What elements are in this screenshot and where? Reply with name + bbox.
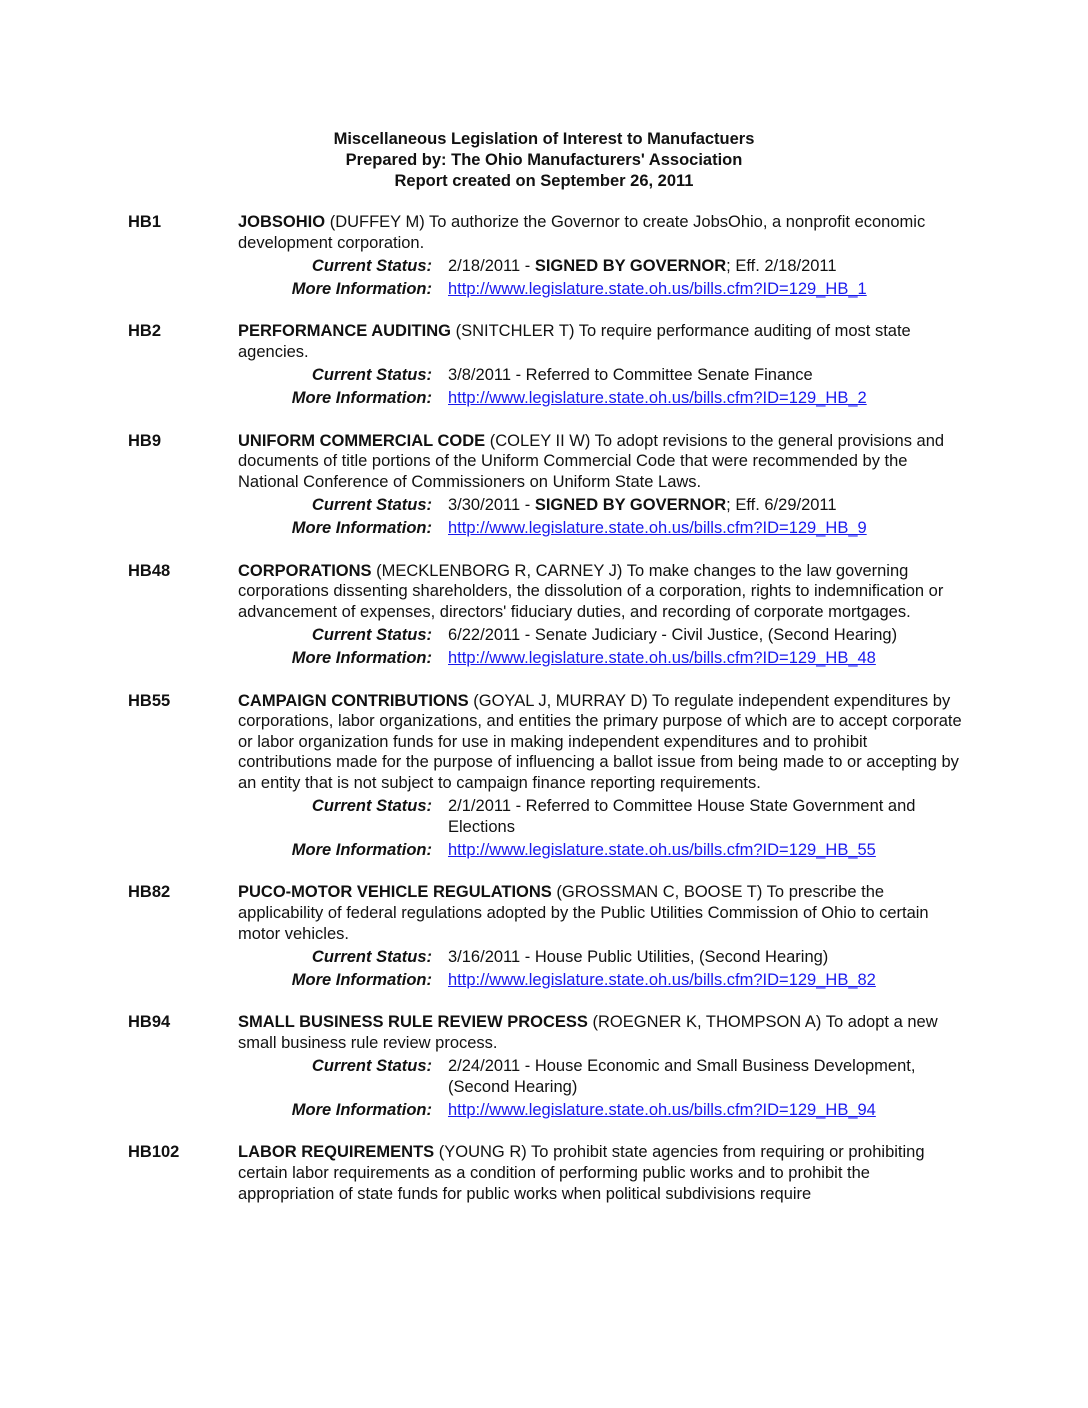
bill-sponsors: (SNITCHLER T) [450, 322, 575, 341]
bill-id: HB48 [128, 561, 171, 580]
bill-title: JOBSOHIO [238, 213, 326, 231]
status-text: 6/22/2011 - Senate Judiciary - Civil Justice, (Second Hearing) [448, 626, 898, 644]
more-information-row [0, 970, 1088, 991]
current-status-row [0, 796, 1088, 837]
bill-id: HB1 [128, 213, 162, 231]
current-status-value [448, 495, 963, 516]
bill-sponsors: (YOUNG R) [434, 1143, 527, 1162]
bill-link[interactable]: http://www.legislature.state.oh.us/bills.cfm?ID=129_HB_1 [448, 279, 867, 298]
status-suffix: ; Eff. 2/18/2011 [726, 256, 837, 275]
more-information-label: More Information: [291, 649, 432, 668]
current-status-value [448, 947, 963, 968]
more-information-row [0, 840, 1088, 861]
bill-title: SMALL BUSINESS RULE REVIEW PROCESS [238, 1013, 588, 1032]
status-text: 3/30/2011 - [448, 496, 535, 515]
bill-summary: To make changes to the law governing corporations dissenting shareholders, the dissolution of a corporation, rights to indemnification or advancement of expenses, directors' fiduciary duties, and recording of corporate mortgages. [238, 561, 944, 621]
more-information-label: More Information: [291, 279, 432, 298]
bill-summary: To adopt revisions to the general provisions and documents of title portions of the Uniform Commercial Code that were recommended by the National Conference of Commissioners on Uniform State Laws. [238, 431, 945, 491]
report-header [0, 129, 1088, 192]
bill-title: LABOR REQUIREMENTS [238, 1143, 435, 1162]
current-status-value [448, 625, 963, 646]
current-status-row [0, 625, 1088, 646]
bill-entry [0, 561, 1088, 669]
bill-description [238, 431, 963, 493]
more-information-row [0, 388, 1088, 409]
bill-sponsors: (COLEY II W) [485, 431, 591, 450]
bill-id: HB94 [128, 1013, 171, 1032]
bill-sponsors: (GOYAL J, MURRAY D) [468, 691, 648, 710]
bill-entry [0, 691, 1088, 861]
more-information-label: More Information: [291, 970, 432, 989]
current-status-label: Current Status: [311, 256, 432, 275]
bill-link[interactable]: http://www.legislature.state.oh.us/bills.cfm?ID=129_HB_2 [448, 389, 867, 408]
bill-id: HB82 [128, 883, 171, 902]
current-status-label: Current Status: [311, 366, 432, 385]
current-status-value [448, 1056, 963, 1097]
bill-summary: To prohibit state agencies from requiring or prohibiting certain labor requirements as a condition of performing public works and to prohibit the appropriation of state funds for public works when political subdivisions require [238, 1143, 925, 1203]
bill-id: HB102 [128, 1143, 180, 1162]
report-title: Miscellaneous Legislation of Interest to Manufactuers [333, 130, 755, 148]
current-status-value [448, 365, 963, 386]
bill-sponsors: (GROSSMAN C, BOOSE T) [551, 883, 763, 902]
status-text: 2/18/2011 - [448, 256, 535, 275]
current-status-row [0, 365, 1088, 386]
bill-description [238, 691, 963, 794]
current-status-row [0, 256, 1088, 277]
report-prepared-by: Prepared by: The Ohio Manufacturers' Association [345, 151, 743, 169]
more-information-row [0, 279, 1088, 300]
bill-id: HB9 [128, 431, 162, 450]
current-status-label: Current Status: [311, 947, 432, 966]
bill-entry [0, 321, 1088, 408]
bill-summary: To require performance auditing of most state agencies. [238, 322, 911, 361]
current-status-label: Current Status: [311, 496, 432, 515]
current-status-value [448, 256, 963, 277]
status-text: 3/8/2011 - Referred to Committee Senate Finance [448, 366, 813, 385]
more-information-row [0, 648, 1088, 669]
bill-description [238, 561, 963, 623]
current-status-label: Current Status: [311, 797, 432, 816]
bill-sponsors: (ROEGNER K, THOMPSON A) [587, 1013, 822, 1032]
bill-link[interactable]: http://www.legislature.state.oh.us/bills.cfm?ID=129_HB_55 [448, 840, 876, 859]
bill-title: CAMPAIGN CONTRIBUTIONS [238, 691, 469, 710]
more-information-label: More Information: [291, 1100, 432, 1119]
status-suffix: ; Eff. 6/29/2011 [726, 496, 837, 515]
bill-description [238, 882, 963, 944]
bill-title: CORPORATIONS [238, 561, 372, 580]
bill-link[interactable]: http://www.legislature.state.oh.us/bills.cfm?ID=129_HB_82 [448, 970, 876, 989]
bill-entry [0, 431, 1088, 539]
bill-summary: To prescribe the applicability of federal regulations adopted by the Public Utilities Commission of Ohio to certain motor vehicles. [238, 883, 929, 943]
bill-id: HB2 [128, 322, 162, 341]
bill-description [238, 212, 963, 253]
bill-title: PERFORMANCE AUDITING [238, 322, 451, 341]
current-status-label: Current Status: [311, 626, 432, 644]
bill-summary: To authorize the Governor to create JobsOhio, a nonprofit economic development corporation. [238, 213, 926, 252]
more-information-label: More Information: [291, 519, 432, 538]
more-information-row [0, 518, 1088, 539]
current-status-label: Current Status: [311, 1057, 432, 1076]
bill-title: UNIFORM COMMERCIAL CODE [238, 431, 486, 450]
status-text: 2/1/2011 - Referred to Committee House State Government and Elections [448, 797, 916, 836]
status-text: 3/16/2011 - House Public Utilities, (Second Hearing) [448, 947, 829, 966]
bill-list [0, 212, 1088, 1226]
status-highlight: SIGNED BY GOVERNOR [534, 496, 727, 515]
bill-summary: To regulate independent expenditures by corporations, labor organizations, and entities the primary purpose of which are to accept corporate or labor organization funds for use in making independent expenditures and to prohibit contributions made for the purpose of influencing a ballot issue from being made to or accepting by an entity that is not subject to campaign finance reporting requirements. [238, 691, 962, 793]
more-information-label: More Information: [291, 389, 432, 408]
status-highlight: SIGNED BY GOVERNOR [534, 256, 727, 275]
bill-entry [0, 882, 1088, 990]
bill-sponsors: (DUFFEY M) [325, 213, 425, 231]
bill-description [238, 1012, 963, 1053]
bill-entry [0, 1142, 1088, 1204]
bill-link[interactable]: http://www.legislature.state.oh.us/bills.cfm?ID=129_HB_48 [448, 649, 876, 668]
bill-summary: To adopt a new small business rule review process. [238, 1013, 938, 1052]
bill-id: HB55 [128, 691, 171, 710]
bill-entry [0, 212, 1088, 299]
current-status-value [448, 796, 963, 837]
bill-link[interactable]: http://www.legislature.state.oh.us/bills.cfm?ID=129_HB_94 [448, 1100, 876, 1119]
current-status-row [0, 947, 1088, 968]
bill-title: PUCO-MOTOR VEHICLE REGULATIONS [238, 883, 552, 902]
current-status-row [0, 495, 1088, 516]
current-status-row [0, 1056, 1088, 1097]
bill-description [238, 1142, 963, 1204]
more-information-label: More Information: [291, 840, 432, 859]
bill-entry [0, 1012, 1088, 1120]
bill-link[interactable]: http://www.legislature.state.oh.us/bills.cfm?ID=129_HB_9 [448, 519, 867, 538]
bill-sponsors: (MECKLENBORG R, CARNEY J) [371, 561, 623, 580]
report-date: Report created on September 26, 2011 [394, 172, 694, 190]
status-text: 2/24/2011 - House Economic and Small Business Development, (Second Hearing) [448, 1057, 916, 1096]
more-information-row [0, 1100, 1088, 1121]
bill-description [238, 321, 963, 362]
